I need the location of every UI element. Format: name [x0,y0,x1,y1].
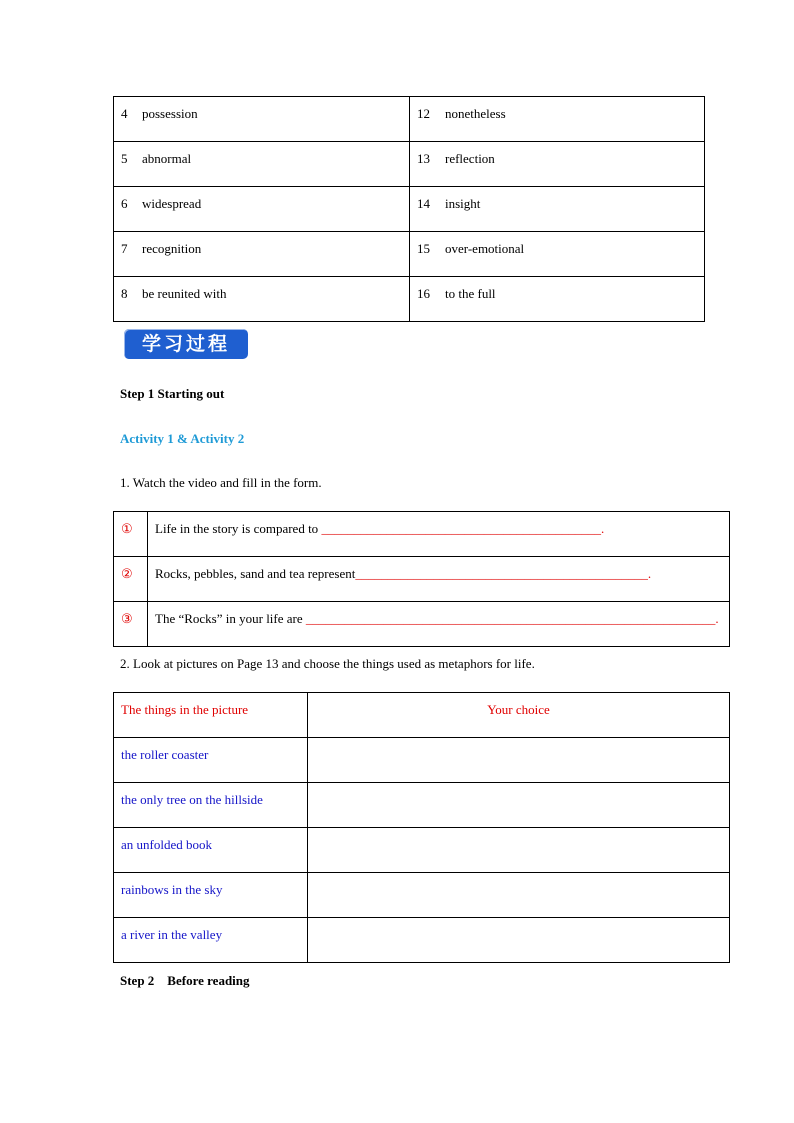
form-marker-cell [114,557,148,602]
vocab-word: insight [445,196,481,211]
row-marker: ① [121,521,133,536]
header-cell [114,693,308,738]
item-cell [114,828,308,873]
metaphor-item: an unfolded book [121,837,212,852]
choice-cell[interactable] [308,828,730,873]
form-text-cell [148,512,730,557]
metaphor-item: a river in the valley [121,927,223,942]
blank-end: . [647,566,652,581]
vocab-word: over-emotional [445,241,525,256]
vocab-word: widespread [142,196,202,211]
vocab-cell [114,232,410,277]
vocab-cell [410,232,705,277]
vocab-word: to the full [445,286,496,301]
row-marker: ② [121,566,133,581]
answer-blank[interactable]: ___________________________________________ [321,521,601,536]
metaphor-item: the only tree on the hillside [121,792,263,807]
vocab-cell [114,277,410,322]
vocab-number: 7 [121,241,128,256]
item-cell [114,783,308,828]
choice-cell[interactable] [308,783,730,828]
vocab-cell [114,187,410,232]
choice-cell[interactable] [308,873,730,918]
video-form [113,511,730,647]
vocab-number: 12 [417,106,430,121]
choice-cell[interactable] [308,918,730,963]
vocab-word: reflection [445,151,495,166]
form-question: Life in the story is compared to [155,521,322,536]
answer-blank[interactable]: _____________________________________________ [355,566,648,581]
vocab-number: 8 [121,286,128,301]
form-question: Rocks, pebbles, sand and tea represent [155,566,356,581]
step1-heading: Step 1 Starting out [120,386,225,401]
form-text-cell [148,602,730,647]
vocab-number: 16 [417,286,430,301]
vocab-cell [114,97,410,142]
vocab-word: nonetheless [445,106,506,121]
form-question: The “Rocks” in your life are [155,611,306,626]
step2-heading: Step 2 Before reading [120,973,250,988]
vocab-number: 4 [121,106,128,121]
task2-instruction: 2. Look at pictures on Page 13 and choose the things used as metaphors for life. [120,656,535,671]
item-cell [114,738,308,783]
vocab-number: 5 [121,151,128,166]
vocab-word: recognition [142,241,202,256]
vocab-cell [410,277,705,322]
choice-cell[interactable] [308,738,730,783]
task1-instruction: 1. Watch the video and fill in the form. [120,475,322,490]
vocab-cell [410,187,705,232]
form-marker-cell [114,602,148,647]
form-text-cell [148,557,730,602]
header-things: The things in the picture [121,702,249,717]
item-cell [114,918,308,963]
row-marker: ③ [121,611,133,626]
blank-end: . [600,521,605,536]
vocab-number: 14 [417,196,430,211]
header-choice: Your choice [487,702,550,717]
vocab-number: 6 [121,196,128,211]
vocab-word: be reunited with [142,286,227,301]
header-cell [308,693,730,738]
vocab-number: 13 [417,151,430,166]
metaphor-item: rainbows in the sky [121,882,223,897]
section-badge: 学习过程 [124,329,248,359]
vocab-cell [410,142,705,187]
activity-heading: Activity 1 & Activity 2 [120,431,245,446]
vocab-cell [114,142,410,187]
metaphor-item: the roller coaster [121,747,209,762]
metaphor-table [113,692,730,963]
vocab-word: possession [142,106,198,121]
form-marker-cell [114,512,148,557]
vocab-number: 15 [417,241,430,256]
vocab-word: abnormal [142,151,192,166]
item-cell [114,873,308,918]
blank-end: . [715,611,719,626]
answer-blank[interactable]: _______________________________________________________________ [305,611,716,626]
vocab-cell [410,97,705,142]
vocab-table [113,96,705,322]
